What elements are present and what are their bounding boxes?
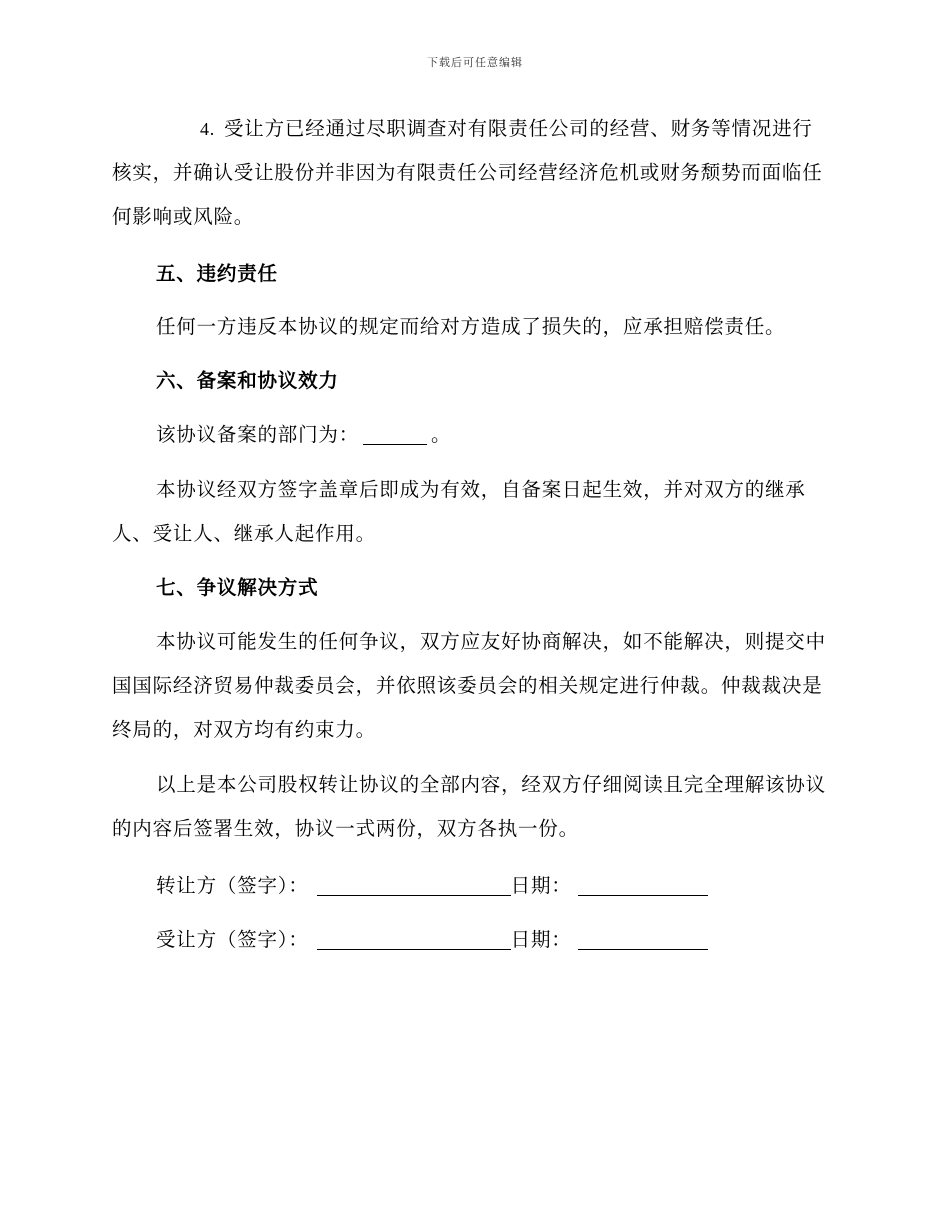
filing-department-blank: [363, 422, 427, 445]
clause-4-paragraph: [112, 107, 832, 239]
transferor-date-blank: [578, 873, 708, 896]
filing-department-label: 该协议备案的部门为：: [156, 423, 360, 446]
closing-paragraph: 以上是本公司股权转让协议的全部内容，经双方仔细阅读且完全理解该协议的内容后签署生效，协议一式两份，双方各执一份。: [112, 773, 826, 840]
clause-4-text: 受让方已经通过尽职调查对有限责任公司的经营、财务等情况进行核实，并确认受让股份并非因为有限责任公司经营经济危机或财务颓势而面临任何影响或风险。: [112, 117, 823, 228]
section-5-body: 任何一方违反本协议的规定而给对方造成了损失的，应承担赔偿责任。: [156, 315, 786, 338]
clause-4-number: 4.: [200, 119, 216, 139]
filing-department-suffix: 。: [431, 423, 452, 446]
transferor-label: 转让方（签字）：: [156, 874, 309, 897]
section-7-heading: 七、争议解决方式: [156, 576, 319, 599]
section-6-heading: 六、备案和协议效力: [156, 369, 339, 392]
transferee-label: 受让方（签字）：: [156, 928, 309, 951]
transferee-signature-blank: [317, 927, 511, 950]
section-5-heading: 五、违约责任: [156, 262, 278, 285]
transferee-date-blank: [578, 927, 708, 950]
section-6-body: 本协议经双方签字盖章后即成为有效，自备案日起生效，并对双方的继承人、受让人、继承人起作用。: [112, 478, 806, 545]
filing-department-line: [112, 413, 832, 457]
transferor-signature-line: [156, 864, 708, 908]
transferor-signature-blank: [317, 873, 511, 896]
transferee-signature-line: [156, 918, 708, 962]
transferee-date-label: 日期：: [510, 928, 572, 951]
section-7-body: 本协议可能发生的任何争议，双方应友好协商解决，如不能解决，则提交中国国际经济贸易仲裁委员会，并依照该委员会的相关规定进行仲裁。仲裁裁决是终局的，对双方均有约束力。: [112, 630, 826, 741]
page-header: 下载后可任意编辑: [427, 56, 523, 69]
transferor-date-label: 日期：: [510, 874, 572, 897]
